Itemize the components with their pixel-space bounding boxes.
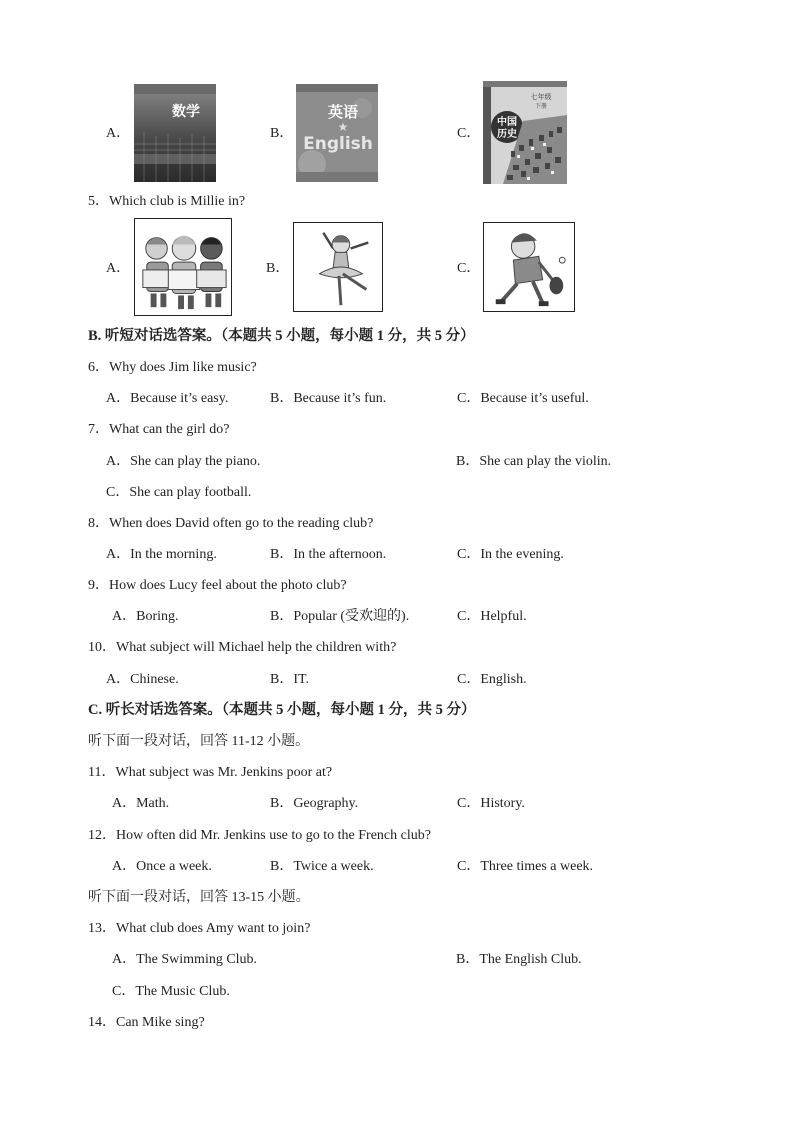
q12-option-a: A．Once a week. (112, 859, 212, 874)
q9-option-a: A．Boring. (112, 609, 179, 624)
reading-club-kids-image (134, 218, 232, 316)
question-5-text: 5．Which club is Millie in? (88, 194, 246, 209)
q7-option-b: B．She can play the violin. (456, 454, 612, 469)
history-cover-grade: 七年级 (530, 93, 552, 101)
q4-option-c-label: C． (457, 126, 481, 141)
question-8-text: 8．When does David often go to the reading club? (88, 516, 374, 531)
q8-option-c: C．In the evening. (457, 547, 564, 562)
q7-option-c: C．She can play football. (106, 485, 252, 500)
question-14-text: 14．Can Mike sing? (88, 1015, 205, 1030)
q5-option-a-label: A． (106, 261, 131, 276)
history-cover-volume: 下册 (534, 103, 548, 110)
question-7-text: 7．What can the girl do? (88, 422, 230, 437)
q6-option-c: C．Because it’s useful. (457, 391, 589, 406)
q4-option-b-label: B． (270, 126, 294, 141)
question-13-text: 13．What club does Amy want to join? (88, 921, 311, 936)
question-10-text: 10．What subject will Michael help the children with? (88, 640, 397, 655)
instruction-13-15: 听下面一段对话，回答 13-15 小题。 (88, 890, 310, 905)
history-textbook-cover (483, 81, 567, 184)
q10-option-a: A．Chinese. (106, 672, 179, 687)
ping-pong-player-image (483, 222, 575, 312)
q6-option-b: B．Because it’s fun. (270, 391, 387, 406)
q10-option-b: B．IT. (270, 672, 310, 687)
q13-option-c: C．The Music Club. (112, 984, 230, 999)
question-6-text: 6．Why does Jim like music? (88, 360, 257, 375)
ballet-dancer-image (293, 222, 383, 312)
q5-option-b-label: B． (266, 261, 290, 276)
question-11-text: 11．What subject was Mr. Jenkins poor at? (88, 765, 333, 780)
english-cover-subtitle: English (303, 134, 373, 154)
english-textbook-cover (296, 84, 378, 182)
instruction-11-12: 听下面一段对话，回答 11-12 小题。 (88, 734, 310, 749)
english-cover-star-icon: ★ (337, 120, 349, 134)
q8-option-a: A．In the morning. (106, 547, 217, 562)
q12-option-c: C．Three times a week. (457, 859, 594, 874)
section-c-heading: C. 听长对话选答案。（本题共 5 小题，每小题 1 分，共 5 分） (88, 702, 476, 718)
history-cover-title-line1: 中国 (497, 117, 517, 128)
q10-option-c: C．English. (457, 672, 527, 687)
q8-option-b: B．In the afternoon. (270, 547, 387, 562)
question-9-text: 9．How does Lucy feel about the photo club? (88, 578, 347, 593)
question-12-text: 12．How often did Mr. Jenkins use to go to the French club? (88, 828, 431, 843)
q11-option-a: A．Math. (112, 796, 170, 811)
section-b-heading: B. 听短对话选答案。（本题共 5 小题，每小题 1 分，共 5 分） (88, 328, 475, 344)
q4-option-a-label: A． (106, 126, 131, 141)
math-cover-title: 数学 (172, 104, 200, 120)
q5-option-c-label: C． (457, 261, 481, 276)
q9-option-b: B．Popular (受欢迎的). (270, 609, 410, 624)
q13-option-a: A．The Swimming Club. (112, 952, 258, 967)
q9-option-c: C．Helpful. (457, 609, 527, 624)
q13-option-b: B．The English Club. (456, 952, 582, 967)
q11-option-b: B．Geography. (270, 796, 359, 811)
q6-option-a: A．Because it’s easy. (106, 391, 229, 406)
q7-option-a: A．She can play the piano. (106, 454, 261, 469)
english-cover-title: 英语 (327, 103, 359, 121)
q11-option-c: C．History. (457, 796, 525, 811)
q12-option-b: B．Twice a week. (270, 859, 374, 874)
history-cover-title-line2: 历史 (497, 129, 517, 140)
math-textbook-cover (134, 84, 216, 182)
